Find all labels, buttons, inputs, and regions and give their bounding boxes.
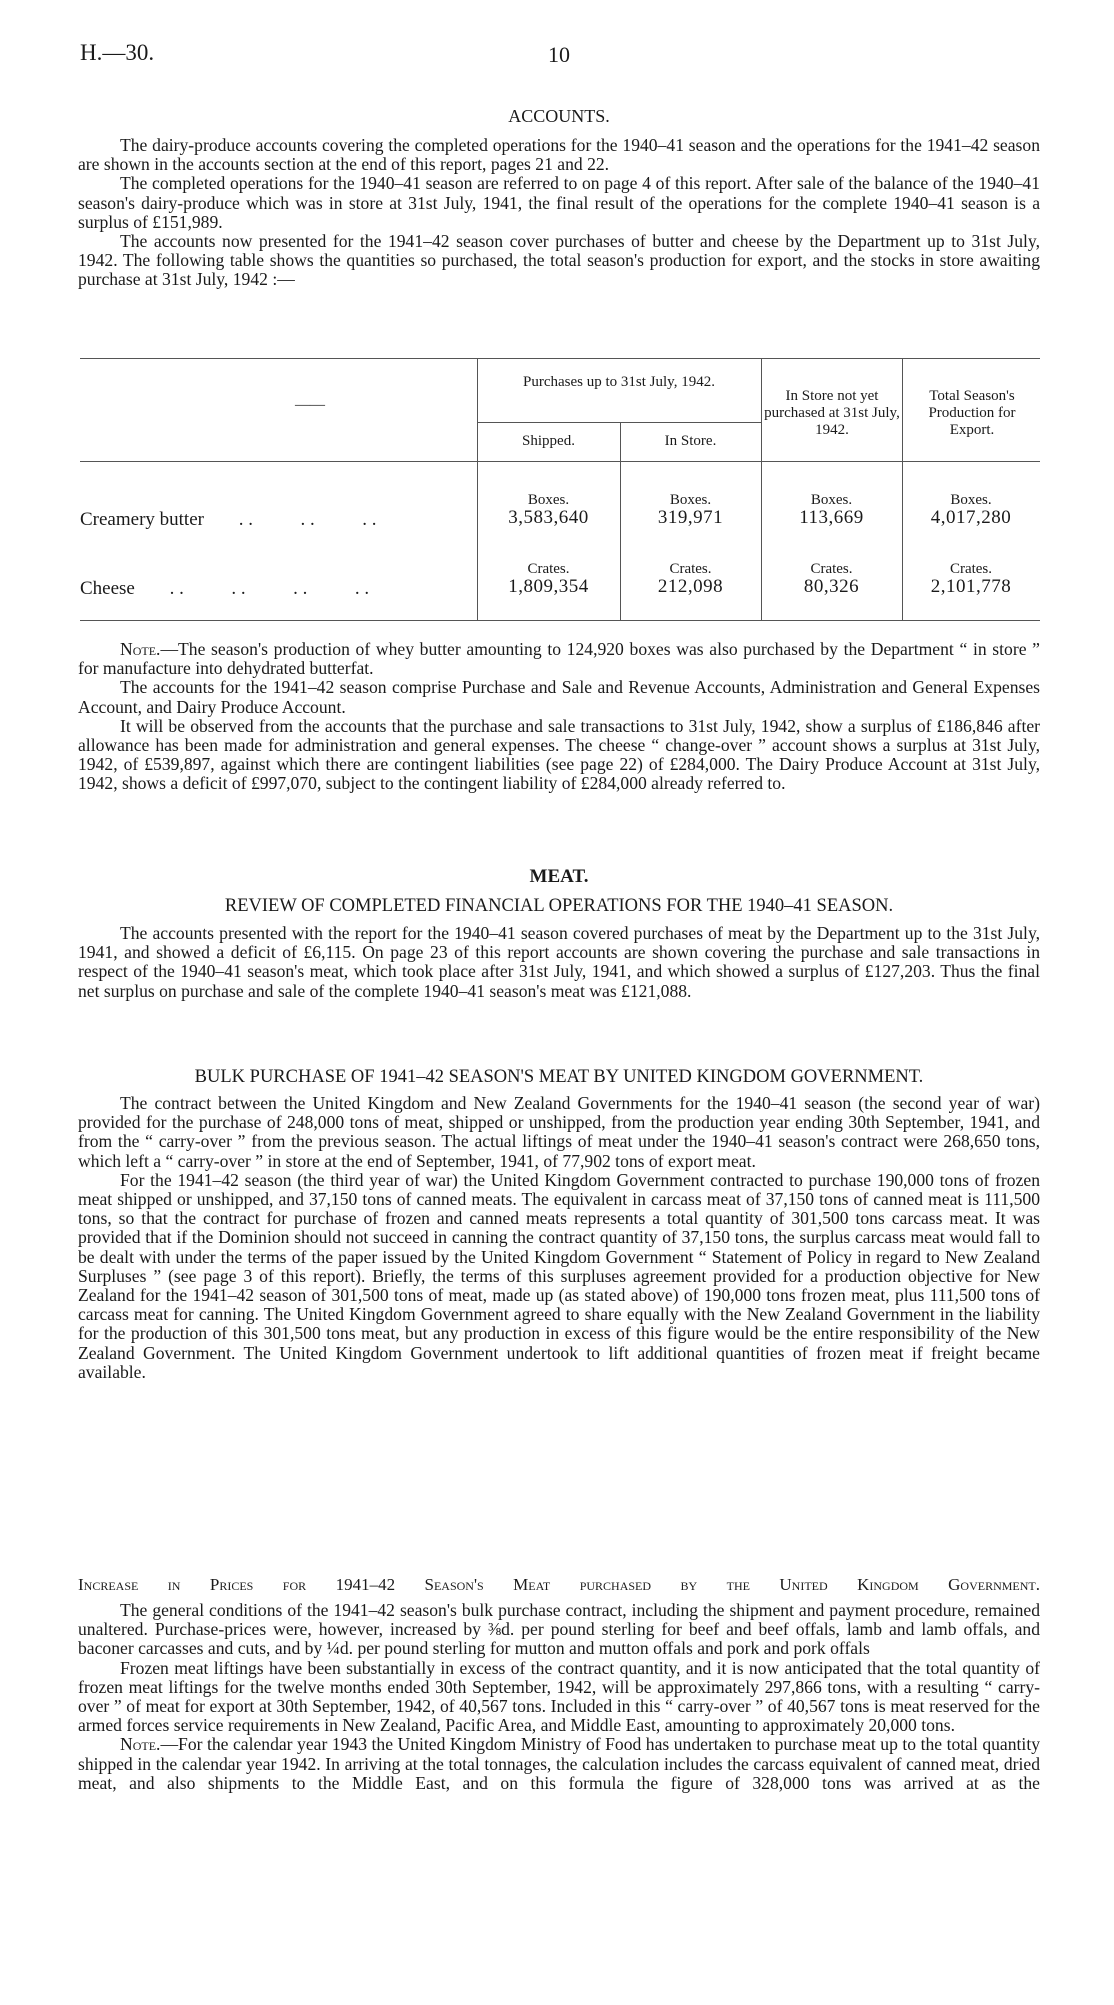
table-bottom-rule [80,620,1040,621]
unit-label: Boxes. [810,492,853,508]
note-label: Note. [120,1734,161,1755]
unit-label: Crates. [949,561,993,577]
in-store-header: In Store. [664,433,717,449]
table-top-rule [80,358,1040,359]
accounts-notes [78,640,1040,794]
purchases-subheader-rule [477,422,761,423]
total-header: Total Season's Production for Export. [928,388,1016,438]
total-value: 2,101,778 [930,576,1012,597]
table-header-rule [80,461,1040,462]
unit-label: Boxes. [950,492,992,508]
whey-butter-note [78,640,1040,678]
price-paragraph-1: The general conditions of the 1941–42 season's bulk purchase contract, including the shipment and payment procedure, remained unaltered. Purchase-prices were, however, increased by ⅜d. per pound sterling for beef and beef offals, lamb and lamb offals, and baconer carcasses and cuts, and by ¼d. per pound sterling for mutton and mutton offals and pork and pork offals [78,1600,1040,1659]
table-cell [620,492,761,526]
price-paragraph-2: Frozen meat liftings have been substantially in excess of the contract quantity, and it is now anticipated that the total quantity of frozen meat liftings for the twelve months ended 30th September, 1942, will be approximately 297,866 tons, with a resulting “ carry-over ” of meat for export at 30th September, 1942, of 40,567 tons. Included in this “ carry-over ” of 40,567 tons is meat reserved for the armed forces service requirements in New Zealand, Pacific Area, and Middle East, amounting to approximately 20,000 tons. [78,1657,1040,1736]
accounts-section [78,106,1040,290]
unit-label: Crates. [669,561,712,577]
table-row-label [80,578,369,600]
meat-heading: MEAT. [529,866,589,887]
report-reference: H.—30. [80,40,155,65]
shipped-value: 3,583,640 [508,507,589,528]
table-cell [477,561,620,595]
unit-label: Crates. [810,561,853,577]
purchases-header: Purchases up to 31st July, 1942. [523,374,715,390]
table-cell [620,561,761,595]
table-cell [477,492,620,526]
unit-label: Boxes. [527,492,570,508]
shipped-value: 1,809,354 [508,576,589,597]
bulk-paragraph-2: For the 1941–42 season (the third year of war) the United Kingdom Government contracted to purchase 190,000 tons of frozen meat shipped or unshipped, and 37,150 tons of canned meats. The equivalent in carcass meat of 37,150 tons of canned meat is 111,500 tons, so that the contract for purchase of frozen and canned meats represents a total quantity of 301,500 tons carcass meat. It was provided that if the Dominion should not succeed in canning the contract quantity of 37,150 tons, the surplus carcass meat would fall to be dealt with under the terms of the paper issued by the United Kingdom Government “ Statement of Policy in regard to New Zealand Surpluses ” (see page 3 of this report). Briefly, the terms of this surpluses agreement provided for a production objective for New Zealand for the 1941–42 season of 301,500 tons of meat, made up (as stated above) of 190,000 tons frozen meat, plus 111,500 tons of carcass meat for canning. The United Kingdom Government agreed to share equally with the New Zealand Government in the liability for the production of this 301,500 tons meat, but any production in excess of this figure would be the entire responsibility of the New Zealand Government. The United Kingdom Government undertook to lift additional quantities of frozen meat if freight became available. [78,1169,1040,1382]
accounts-paragraph-5: It will be observed from the accounts that the purchase and sale transactions to 31st July, 1942, show a surplus of £186,846 after allowance has been made for administration and general expenses. The cheese “ change-over ” account shows a surplus at 31st July, 1942, of £539,897, against which there are contingent liabilities (see page 22) of £284,000. The Dairy Produce Account at 31st July, 1942, shows a deficit of £997,070, subject to the contingent liability of £284,000 already referred to. [78,715,1040,794]
not-purchased-value: 113,669 [799,507,864,528]
row-label-text: Cheese [80,578,135,599]
dot-leaders: . . . . . . . . [169,578,370,599]
review-paragraph: The accounts presented with the report for the 1940–41 season covered purchases of meat by the Department up to the 31st July, 1941, and showed a deficit of £6,115. On page 23 of this report accounts are shown covering the purchase and sale transactions in respect of the 1940–41 season's meat, which took place after 31st July, 1941, and which showed a surplus of £127,203. Thus the final net surplus on purchase and sale of the complete 1940–41 season's meat was £121,088. [78,923,1040,1001]
page-number: 10 [548,42,570,67]
table-cell [902,561,1040,595]
not-purchased-value: 80,326 [803,576,860,597]
meat-section [78,866,1040,1001]
bulk-purchase-section [78,1067,1040,1382]
calendar-year-note [78,1735,1040,1793]
review-heading: REVIEW OF COMPLETED FINANCIAL OPERATIONS FOR THE 1940–41 SEASON. [224,896,894,916]
price-increase-heading: Increase in Prices for 1941–42 Season's Meat purchased by the United Kingdom Government. [78,1575,1040,1594]
not-purchased-header: In Store not yet purchased at 31st July, 1942. [764,388,900,438]
table-cell [761,492,902,526]
row-label-text: Creamery butter [80,509,204,530]
note-label: Note. [120,639,161,659]
unit-label: Boxes. [669,492,712,508]
price-increase-section [78,1575,1040,1793]
unit-label: Crates. [527,561,570,577]
shipped-header: Shipped. [522,433,575,449]
bulk-paragraph-1: The contract between the United Kingdom and New Zealand Governments for the 1940–41 season (the second year of war) provided for the purchase of 248,000 tons of meat, shipped or unshipped, from the production year ending 30th September, 1941, and from the “ carry-over ” from the previous season. The actual liftings of meat under the 1940–41 season's contract were 268,650 tons, which left a “ carry-over ” in store at the end of September, 1941, of 77,902 tons of export meat. [78,1093,1040,1171]
table-blank-header: —— [295,397,325,413]
accounts-heading: ACCOUNTS. [508,106,610,126]
bulk-purchase-heading: BULK PURCHASE OF 1941–42 SEASON'S MEAT BY UNITED KINGDOM GOVERNMENT. [194,1067,924,1087]
total-value: 4,017,280 [930,507,1012,528]
note-text: —The season's production of whey butter amounting to 124,920 boxes was also purchased by the Department “ in store ” for manufacture into dehydrated butterfat. [78,639,1040,679]
note-text: —For the calendar year 1943 the United Kingdom Ministry of Food has undertaken to purchase meat up to the total quantity shipped in the calendar year 1942. In arriving at the total tonnages, the calculation includes the carcass equivalent of canned meat, dried meat, and also shipments to the Middle East, and on this formula the figure of 328,000 tons was arrived at as the [78,1734,1040,1793]
dot-leaders: . . . . . . [238,509,377,530]
accounts-paragraph-3: The accounts now presented for the 1941–42 season cover purchases of butter and cheese by the Department up to 31st July, 1942. The following table shows the quantities so purchased, the total season's production for export, and the stocks in store awaiting purchase at 31st July, 1942 :— [78,231,1040,290]
in-store-value: 319,971 [657,507,724,528]
table-row-label [80,509,376,531]
accounts-paragraph-4: The accounts for the 1941–42 season comprise Purchase and Sale and Revenue Accounts, Administration and General Expenses Account, and Dairy Produce Account. [78,677,1040,717]
accounts-paragraph-2: The completed operations for the 1940–41 season are referred to on page 4 of this report. After sale of the balance of the 1940–41 season's dairy-produce which was in store at 31st July, 1941, the final result of the operations for the complete 1940–41 season is a surplus of £151,989. [78,173,1040,232]
accounts-paragraph-1: The dairy-produce accounts covering the completed operations for the 1940–41 season and the operations for the 1941–42 season are shown in the accounts section at the end of this report, pages 21 and 22. [78,135,1040,175]
table-cell [761,561,902,595]
in-store-value: 212,098 [657,576,724,597]
table-cell [902,492,1040,526]
